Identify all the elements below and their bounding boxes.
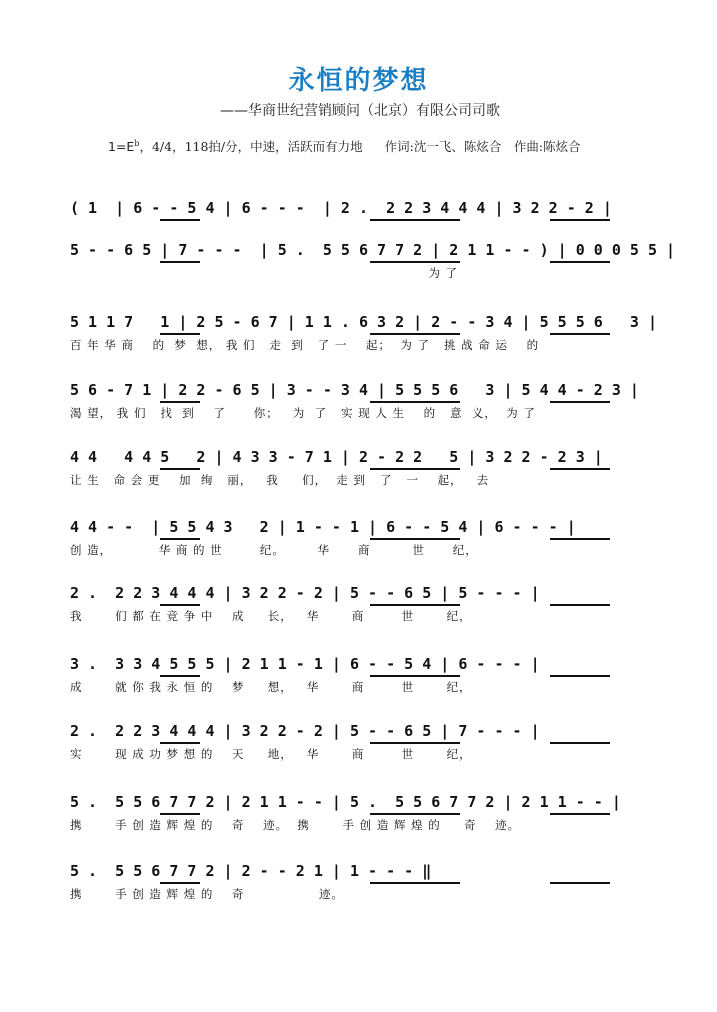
beam-line xyxy=(550,813,610,815)
key-signature: 1=E xyxy=(108,139,135,154)
beam-line xyxy=(550,468,610,470)
beam-line xyxy=(550,882,610,884)
beam-line xyxy=(160,333,200,335)
song-subtitle: ——华商世纪营销顾问（北京）有限公司司歌 xyxy=(220,103,500,119)
beam-line xyxy=(550,219,610,221)
beam-line xyxy=(550,742,610,744)
notes-line: 5 . 5 5 6 7 7 2 | 2 - - 2 1 | 1 - - - ‖ xyxy=(70,862,432,880)
beam-line xyxy=(370,742,460,744)
beam-line xyxy=(370,401,460,403)
lyrics-line: 渴 望， 我 们 找 到 了 你； 为 了 实 现 人 生 的 意 义， 为 了 xyxy=(70,406,536,420)
notes-line: 5 - - 6 5 | 7 - - - | 5 . 5 5 6 7 7 2 | 2 1 1 - - ) | 0 0 0 5 5 | xyxy=(70,241,676,259)
beam-line xyxy=(160,742,200,744)
lyrics-line: 百 年 华 商 的 梦 想， 我 们 走 到 了 一 起； 为 了 挑 战 命 运 的 xyxy=(70,338,540,352)
notes-line: 3 . 3 3 4 5 5 5 | 2 1 1 - 1 | 6 - - 5 4 | 6 - - - | xyxy=(70,655,540,673)
score-system xyxy=(70,580,650,623)
notes-line: 4 4 - - | 5 5 4 3 2 | 1 - - 1 | 6 - - 5 4 | 6 - - - | xyxy=(70,518,576,536)
beam-line xyxy=(160,813,200,815)
beam-line xyxy=(370,219,460,221)
notes-line: 5 1 1 7 1 | 2 5 - 6 7 | 1 1 . 6 3 2 | 2 - - 3 4 | 5 5 5 6 3 | xyxy=(70,313,657,331)
beam-line xyxy=(370,261,460,263)
beam-line xyxy=(550,604,610,606)
notes-line: 2 . 2 2 3 4 4 4 | 3 2 2 - 2 | 5 - - 6 5 | 5 - - - | xyxy=(70,584,540,602)
notes-line: 5 6 - 7 1 | 2 2 - 6 5 | 3 - - 3 4 | 5 5 5 6 3 | 5 4 4 - 2 3 | xyxy=(70,381,639,399)
score-system xyxy=(70,237,676,280)
score-system xyxy=(70,789,650,832)
beam-line xyxy=(160,261,200,263)
beam-line xyxy=(160,604,200,606)
tempo-marking: ，4/4，118拍/分，中速，活跃而有力地 xyxy=(139,139,363,154)
beam-line xyxy=(550,675,610,677)
beam-line xyxy=(370,675,460,677)
beam-line xyxy=(160,882,200,884)
notes-line: ( 1 | 6 - - 5 4 | 6 - - - | 2 . 2 2 3 4 4 4 | 3 2 2 - 2 | xyxy=(70,199,612,217)
lyrics-line: 携 手 创 造 辉 煌 的 奇 迹。 携 手 创 造 辉 煌 的 奇 迹。 xyxy=(70,818,521,832)
beam-line xyxy=(160,538,200,540)
beam-line xyxy=(160,468,200,470)
score-system xyxy=(70,444,650,487)
score-system xyxy=(70,377,650,420)
song-title: 永恒的梦想 xyxy=(288,66,429,96)
beam-line xyxy=(370,468,460,470)
key-flat: b xyxy=(134,138,140,148)
score-system xyxy=(70,514,650,557)
beam-line xyxy=(370,333,460,335)
score-system xyxy=(70,195,650,235)
beam-line xyxy=(370,538,460,540)
lyrics-line: 实 现 成 功 梦 想 的 天 地， 华 商 世 纪， xyxy=(70,747,472,761)
lyrics-line: 让 生 命 会 更 加 绚 丽， 我 们， 走 到 了 一 起， 去 xyxy=(70,473,490,487)
notes-line: 2 . 2 2 3 4 4 4 | 3 2 2 - 2 | 5 - - 6 5 | 7 - - - | xyxy=(70,722,540,740)
lyrics-line: 为 了 xyxy=(70,266,459,280)
beam-line xyxy=(160,675,200,677)
lyrics-line: 携 手 创 造 辉 煌 的 奇 迹。 xyxy=(70,887,344,901)
beam-line xyxy=(370,604,460,606)
credits: 作词:沈一飞、陈炫合 作曲:陈炫合 xyxy=(384,139,581,154)
beam-line xyxy=(160,219,200,221)
lyrics-line: 我 们 都 在 竞 争 中 成 长， 华 商 世 纪， xyxy=(70,609,472,623)
beam-line xyxy=(370,882,460,884)
score-system xyxy=(70,651,650,694)
score-system xyxy=(70,718,650,761)
beam-line xyxy=(550,538,610,540)
score-system xyxy=(70,309,657,352)
beam-line xyxy=(550,261,610,263)
beam-line xyxy=(160,401,200,403)
beam-line xyxy=(550,333,610,335)
lyrics-line: 成 就 你 我 永 恒 的 梦 想， 华 商 世 纪， xyxy=(70,680,472,694)
beam-line xyxy=(550,401,610,403)
beam-line xyxy=(370,813,460,815)
song-meta xyxy=(108,137,581,155)
lyrics-line: 创 造， 华 商 的 世 纪。 华 商 世 纪， xyxy=(70,543,478,557)
notes-line: 5 . 5 5 6 7 7 2 | 2 1 1 - - | 5 . 5 5 6 7 7 2 | 2 1 1 - - | xyxy=(70,793,621,811)
score-system xyxy=(70,858,650,901)
notes-line: 4 4 4 4 5 2 | 4 3 3 - 7 1 | 2 - 2 2 5 | 3 2 2 - 2 3 | xyxy=(70,448,603,466)
